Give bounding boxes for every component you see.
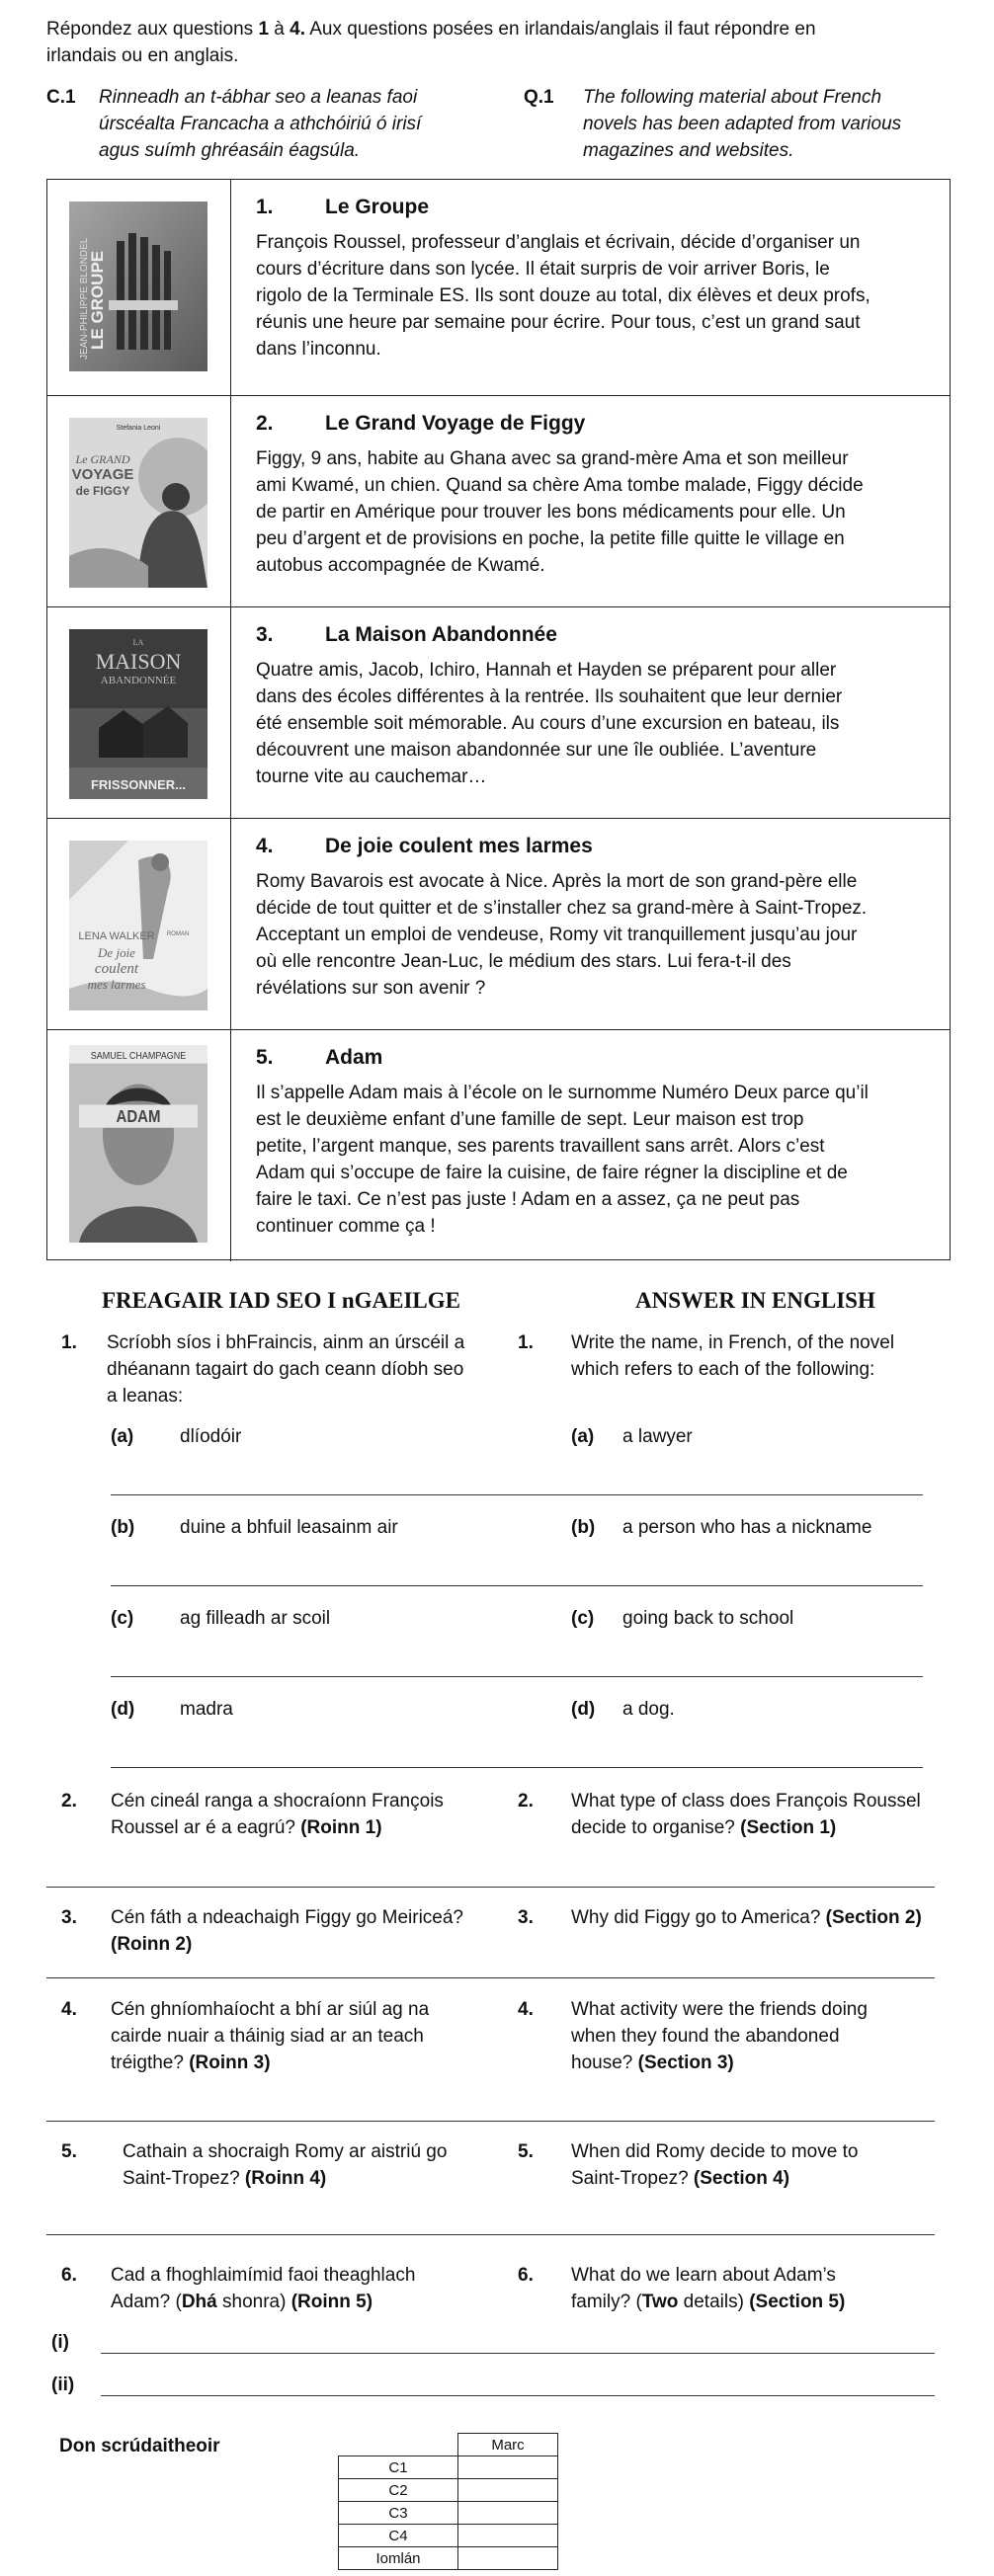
svg-text:De joie: De joie xyxy=(98,945,135,960)
instructions: Répondez aux questions 1 à 4. Aux questions posées en irlandais/anglais il faut répondre en irlandais ou en anglais. xyxy=(46,19,816,66)
q4-number-ga: 4. xyxy=(61,1999,77,2020)
marks-cell[interactable] xyxy=(458,2456,558,2479)
marks-row-label: C2 xyxy=(339,2479,458,2502)
q4-irish: Cén ghníomhaíocht a bhí ar siúl ag na cairde nuair a tháinig siad ar an teach tréigthe? (Roinn 3) xyxy=(111,1999,430,2073)
q2-english: What type of class does François Roussel decide to organise? (Section 1) xyxy=(571,1791,921,1838)
svg-text:de FIGGY: de FIGGY xyxy=(75,484,130,498)
q1a-english: (a) a lawyer xyxy=(571,1426,693,1447)
novel-title: 4. De joie coulent mes larmes xyxy=(256,835,593,857)
q2-number-ga: 2. xyxy=(61,1791,77,1811)
answer-line[interactable] xyxy=(111,1585,923,1586)
q1c-irish: (c) ag filleadh ar scoil xyxy=(111,1608,331,1629)
q6-number-ga: 6. xyxy=(61,2265,77,2286)
marks-header: Marc xyxy=(458,2434,558,2456)
q4-english: What activity were the friends doing when they found the abandoned house? (Section 3) xyxy=(571,1999,868,2073)
answer-label-ii: (ii) xyxy=(51,2375,75,2395)
q1-irish: Scríobh síos i bhFraincis, ainm an úrscéil a dhéanann tagairt do gach ceann díobh seo a leanas: xyxy=(107,1332,465,1407)
svg-text:VOYAGE: VOYAGE xyxy=(71,466,134,483)
novel-row-2 xyxy=(47,395,950,606)
svg-text:ROMAN: ROMAN xyxy=(166,931,190,937)
english-answer-header: ANSWER IN ENGLISH xyxy=(635,1288,875,1313)
novel-title: 3. La Maison Abandonnée xyxy=(256,623,557,646)
q1d-english: (d) a dog. xyxy=(571,1699,675,1720)
novel-summary: François Roussel, professeur d’anglais et écrivain, décide d’organiser un cours d’écriture dans son lycée. Il était surpris de voir arriver Boris, le rigolo de la Terminale ES. Ils sont douze au total, dix élèves et deux profs, réunis une heure par semaine pour écrire. Pour tous, c’est un grand saut dans l’inconnu. xyxy=(256,232,870,360)
answer-line[interactable] xyxy=(111,1494,923,1495)
svg-text:SAMUEL CHAMPAGNE: SAMUEL CHAMPAGNE xyxy=(90,1050,187,1063)
q6-irish: Cad a fhoghlaimímid faoi theaghlach Adam? (Dhá shonra) (Roinn 5) xyxy=(111,2265,416,2312)
q1d-irish: (d) madra xyxy=(111,1699,233,1720)
marks-cell[interactable] xyxy=(458,2479,558,2502)
q5-english: When did Romy decide to move to Saint-Tropez? (Section 4) xyxy=(571,2141,859,2189)
answer-line[interactable] xyxy=(111,1676,923,1677)
novel-title: 2. Le Grand Voyage de Figgy xyxy=(256,412,586,435)
q3-irish: Cén fáth a ndeachaigh Figgy go Meiriceá? (Roinn 2) xyxy=(111,1907,464,1955)
answer-line[interactable] xyxy=(46,1977,935,1978)
svg-text:FRISSONNER...: FRISSONNER... xyxy=(90,777,187,792)
examiner-marks-table xyxy=(338,2433,558,2570)
q3-number-ga: 3. xyxy=(61,1907,77,1928)
q1b-english: (b) a person who has a nickname xyxy=(571,1517,872,1538)
svg-text:LA: LA xyxy=(132,638,144,647)
answer-line[interactable] xyxy=(46,2234,935,2235)
svg-text:Le GRAND: Le GRAND xyxy=(75,452,130,466)
svg-text:ABANDONNÉE: ABANDONNÉE xyxy=(100,675,177,686)
cover-le-groupe xyxy=(69,201,207,371)
q1c-english: (c) going back to school xyxy=(571,1608,794,1629)
novel-row-1 xyxy=(47,180,950,395)
marks-row-label: C1 xyxy=(339,2456,458,2479)
q1a-irish: (a) dlíodóir xyxy=(111,1426,242,1447)
novel-row-3 xyxy=(47,606,950,818)
q6-english: What do we learn about Adam’s family? (Two details) (Section 5) xyxy=(571,2265,846,2312)
q3-number-en: 3. xyxy=(518,1907,534,1928)
q4-number-en: 4. xyxy=(518,1999,534,2020)
q5-number-en: 5. xyxy=(518,2141,534,2162)
novels-table xyxy=(46,179,951,1260)
novel-title: 5. Adam xyxy=(256,1046,383,1069)
svg-text:coulent: coulent xyxy=(94,961,139,977)
svg-text:mes larmes: mes larmes xyxy=(87,977,146,992)
q1-number-ga: 1. xyxy=(61,1332,77,1353)
novel-summary: Figgy, 9 ans, habite au Ghana avec sa grand-mère Ama et son meilleur ami Kwamé, un chien. Quand sa chère Ama tombe malade, Figgy décide de partir en Amérique pour trouver les bons médicaments pour elle. Un peu d’argent et de provisions en poche, la petite fille quitte le village en autobus accompagnée de Kwamé. xyxy=(256,448,864,576)
novel-summary: Quatre amis, Jacob, Ichiro, Hannah et Hayden se préparent pour aller dans des écoles différentes à la rentrée. Ils souhaitent que leur dernier été ensemble soit mémorable. Au cours d’une excursion en bateau, ils découvrent une maison abandonnée sur une île oubliée. L’aventure tourne vite au cauchemar… xyxy=(256,660,843,787)
svg-text:JEAN-PHILIPPE BLONDEL: JEAN-PHILIPPE BLONDEL xyxy=(79,237,90,360)
q1b-irish: (b) duine a bhfuil leasainm air xyxy=(111,1517,398,1538)
q5-irish: Cathain a shocraigh Romy ar aistriú go Saint-Tropez? (Roinn 4) xyxy=(123,2141,448,2189)
answer-line[interactable] xyxy=(46,1887,935,1888)
answer-label-i: (i) xyxy=(51,2332,69,2353)
svg-text:ADAM: ADAM xyxy=(116,1106,161,1127)
svg-text:LE GROUPE: LE GROUPE xyxy=(88,250,107,350)
answer-line[interactable] xyxy=(101,2353,935,2354)
cover-de-joie xyxy=(69,841,207,1010)
svg-text:MAISON: MAISON xyxy=(95,649,182,674)
svg-text:Stefania Leoni: Stefania Leoni xyxy=(116,425,161,432)
q1-number-en: 1. xyxy=(518,1332,534,1353)
examiner-label: Don scrúdaitheoir xyxy=(59,2436,220,2456)
marks-cell[interactable] xyxy=(458,2502,558,2525)
cover-adam xyxy=(69,1045,207,1243)
novel-title: 1. Le Groupe xyxy=(256,196,430,218)
marks-cell[interactable] xyxy=(458,2525,558,2547)
q1-english: Write the name, in French, of the novel which refers to each of the following: xyxy=(571,1332,895,1380)
q1-label: Q.1 xyxy=(524,87,554,108)
irish-answer-header: FREAGAIR IAD SEO I nGAEILGE xyxy=(102,1288,460,1313)
marks-cell[interactable] xyxy=(458,2547,558,2570)
novel-summary: Il s’appelle Adam mais à l’école on le surnomme Numéro Deux parce qu’il est le deuxième enfant d’une famille de sept. Leur maison est trop petite, l’argent manque, ses parents travaillent sans arrêt. Alors c’est Adam qui s’occupe de faire la cuisine, de faire régner la discipline et de faire le taxi. Ce n’est pas juste ! Adam en a assez, ça ne peut pas continuer comme ça ! xyxy=(256,1083,869,1237)
q1-english-text: The following material about French novels has been adapted from various magazines and websites. xyxy=(583,87,902,161)
marks-row-label: Iomlán xyxy=(339,2547,458,2570)
q5-number-ga: 5. xyxy=(61,2141,77,2162)
q2-number-en: 2. xyxy=(518,1791,534,1811)
answer-line[interactable] xyxy=(101,2395,935,2396)
svg-text:LENA WALKER: LENA WALKER xyxy=(78,930,155,942)
cover-la-maison xyxy=(69,629,207,799)
marks-row-label: C3 xyxy=(339,2502,458,2525)
novel-row-5 xyxy=(47,1029,950,1261)
c1-label: C.1 xyxy=(46,87,76,108)
marks-row-label: C4 xyxy=(339,2525,458,2547)
q3-english: Why did Figgy go to America? (Section 2) xyxy=(571,1907,922,1928)
novel-row-4 xyxy=(47,818,950,1029)
q2-irish: Cén cineál ranga a shocraíonn François Roussel ar é a eagrú? (Roinn 1) xyxy=(111,1791,444,1838)
q6-number-en: 6. xyxy=(518,2265,534,2286)
cover-figgy xyxy=(69,418,207,588)
answer-line[interactable] xyxy=(46,2121,935,2122)
novel-summary: Romy Bavarois est avocate à Nice. Après la mort de son grand-père elle décide de tout quitter et de s’installer chez sa grand-mère à Saint-Tropez. Acceptant un emploi de vendeuse, Romy vit tranquillement jusqu’au jour où elle rencontre Jean-Luc, le médium des stars. Lui fera-t-il des révélations sur son avenir ? xyxy=(256,871,868,999)
c1-irish-text: Rinneadh an t-ábhar seo a leanas faoi úrscéalta Francacha a athchóiriú ó irisí agus suímh ghréasáin éagsúla. xyxy=(99,87,422,161)
answer-line[interactable] xyxy=(111,1767,923,1768)
